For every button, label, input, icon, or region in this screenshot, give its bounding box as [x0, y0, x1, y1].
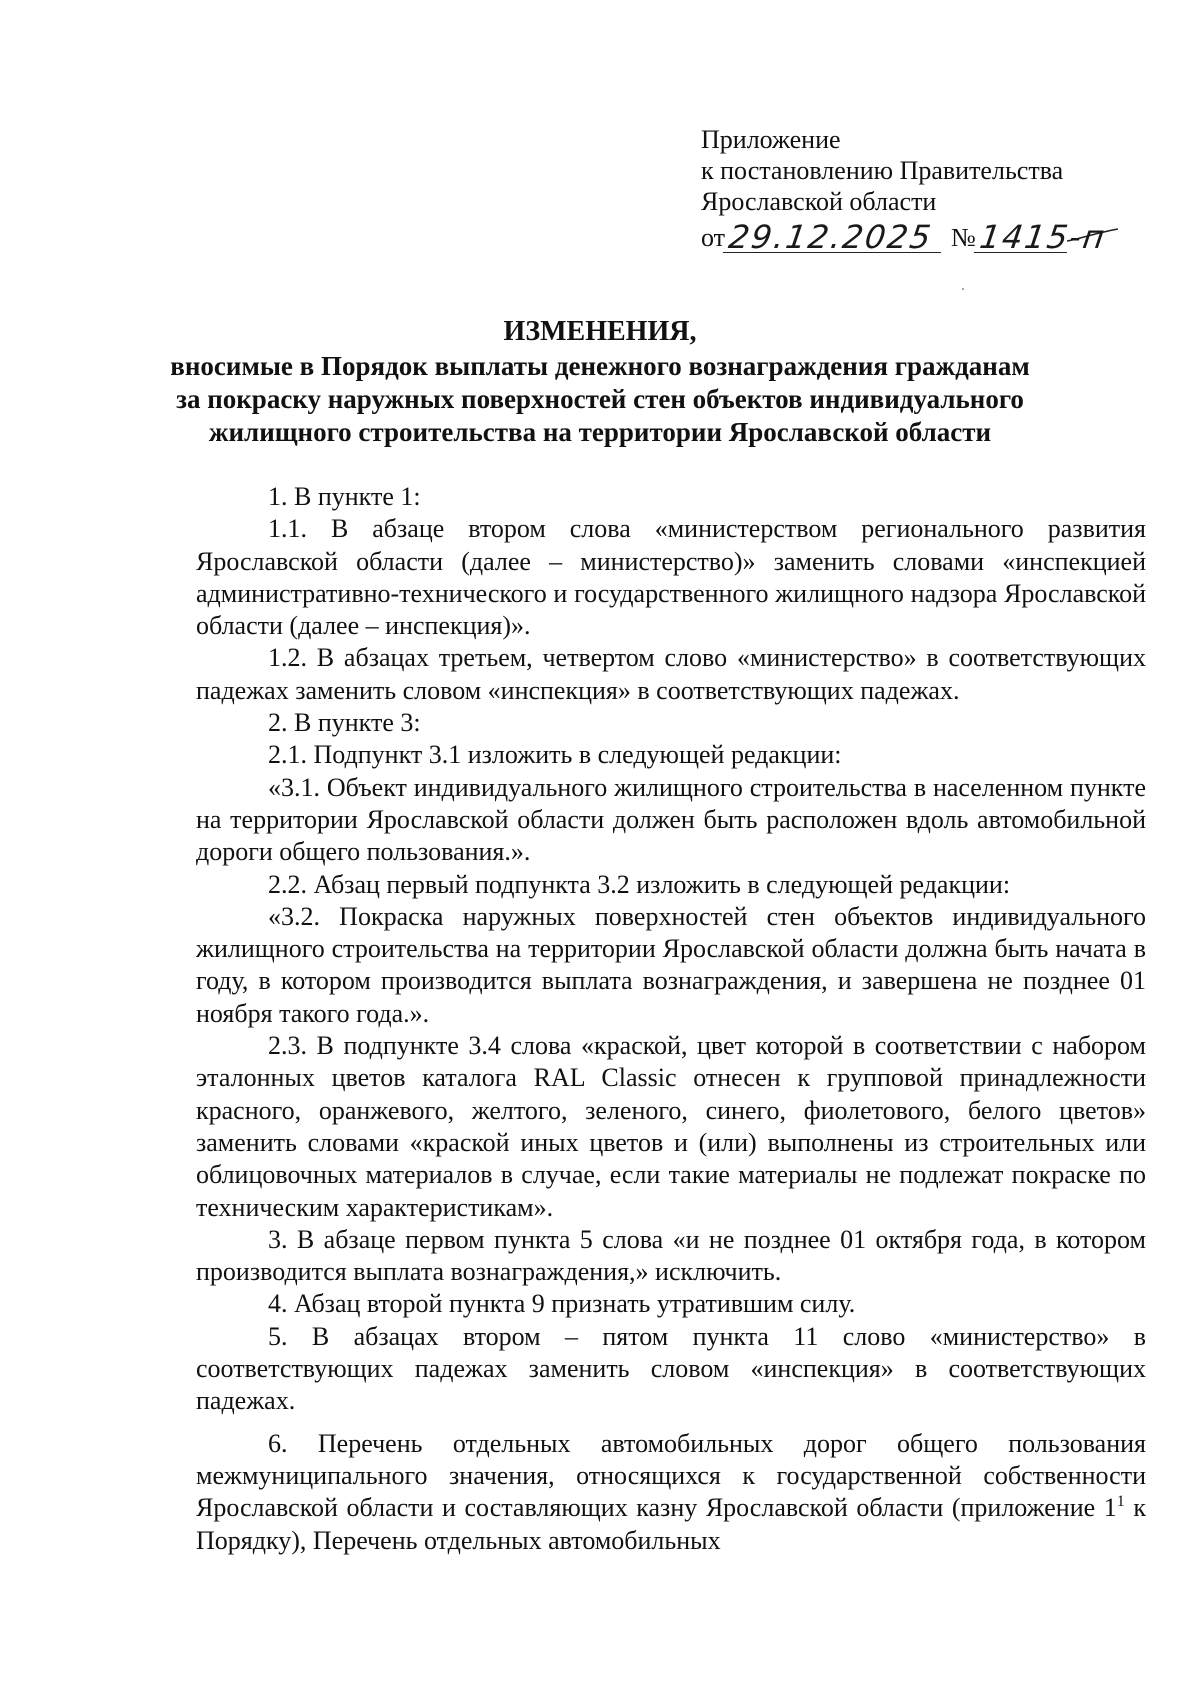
item-2-1: 2.1. Подпункт 3.1 изложить в следующей редакции:: [268, 740, 842, 770]
item-6-superscript: 1: [1116, 1493, 1125, 1511]
appendix-reference-line: к постановлению Правительства: [701, 156, 1064, 185]
handwritten-date: 29.12.2025: [723, 222, 945, 253]
item-3: 3. В абзаце первом пункта 5 слова «и не позднее 01 октября года, в котором производится выплата вознаграждения,» исключить.: [196, 1224, 1146, 1287]
item-2-3: 2.3. В подпункте 3.4 слова «краской, цвет которой в соответствии с набором эталонных цветов каталога RAL Classic отнесен к групповой принадлежности красного, оранжевого, желтого, зеленого, синего, фиолетового, белого цветов» заменить словами «краской иных цветов и (или) выполнены из строительных или облицовочных материалов в случае, если такие материалы не подлежат покраске по техническим характеристикам».: [196, 1031, 1146, 1222]
resolution-date-number-line: [701, 217, 1171, 256]
item-6: [196, 1428, 1146, 1557]
item-1: 1. В пункте 1:: [268, 482, 421, 511]
number-label: №: [951, 223, 976, 252]
title-subline-2: за покраску наружных поверхностей стен объектов индивидуального: [176, 384, 1024, 414]
date-prefix: от: [701, 223, 726, 252]
title-heading: ИЗМЕНЕНИЯ,: [503, 316, 697, 347]
title-subline-3: жилищного строительства на территории Ярославской области: [208, 417, 992, 447]
appendix-region-line: Ярославской области: [701, 187, 937, 216]
item-5: 5. В абзацах втором – пятом пункта 11 слово «министерство» в соответствующих падежах заменить словом «инспекция» в соответствующих падежах.: [196, 1321, 1146, 1416]
item-2: 2. В пункте 3:: [268, 708, 421, 738]
document-body: [196, 481, 1146, 1557]
item-1-1: 1.1. В абзаце втором слова «министерством регионального развития Ярославской области (далее – министерство)» заменить словами «инспекцией административно-технического и государственного жилищного надзора Ярославской области (далее – инспекция)».: [196, 514, 1146, 641]
item-6-text-start: 6. Перечень отдельных автомобильных дорог общего пользования межмуниципального значения, относящихся к государственной собственности Ярославской области и составляющих казну Ярославской области (приложение 1: [196, 1428, 1146, 1523]
item-2-1-quote: «3.1. Объект индивидуального жилищного строительства в населенном пункте на территории Ярославской области должен быть расположен вдоль автомобильной дороги общего пользования.».: [196, 772, 1146, 867]
item-1-2: 1.2. В абзацах третьем, четвертом слово «министерство» в соответствующих падежах заменить словом «инспекция» в соответствующих падежах.: [196, 643, 1146, 705]
title-subline-1: вносимые в Порядок выплаты денежного вознаграждения гражданам: [170, 351, 1030, 381]
item-2-2: 2.2. Абзац первый подпункта 3.2 изложить в следующей редакции:: [268, 869, 1011, 899]
item-4: 4. Абзац второй пункта 9 признать утратившим силу.: [268, 1289, 856, 1319]
scan-speck: [962, 288, 964, 290]
handwritten-number: 1415-п: [974, 222, 1071, 253]
item-2-2-quote: «3.2. Покраска наружных поверхностей стен объектов индивидуального жилищного строительства на территории Ярославской области должна быть начата в году, в котором производится выплата вознаграждения, и завершена не позднее 01 ноября такого года.».: [196, 901, 1146, 1028]
appendix-label: Приложение: [701, 125, 841, 154]
appendix-header: [701, 124, 1171, 256]
document-title: [150, 315, 1050, 449]
item-6-text-end: к Порядку), Перечень отдельных автомобильных: [196, 1493, 1146, 1555]
